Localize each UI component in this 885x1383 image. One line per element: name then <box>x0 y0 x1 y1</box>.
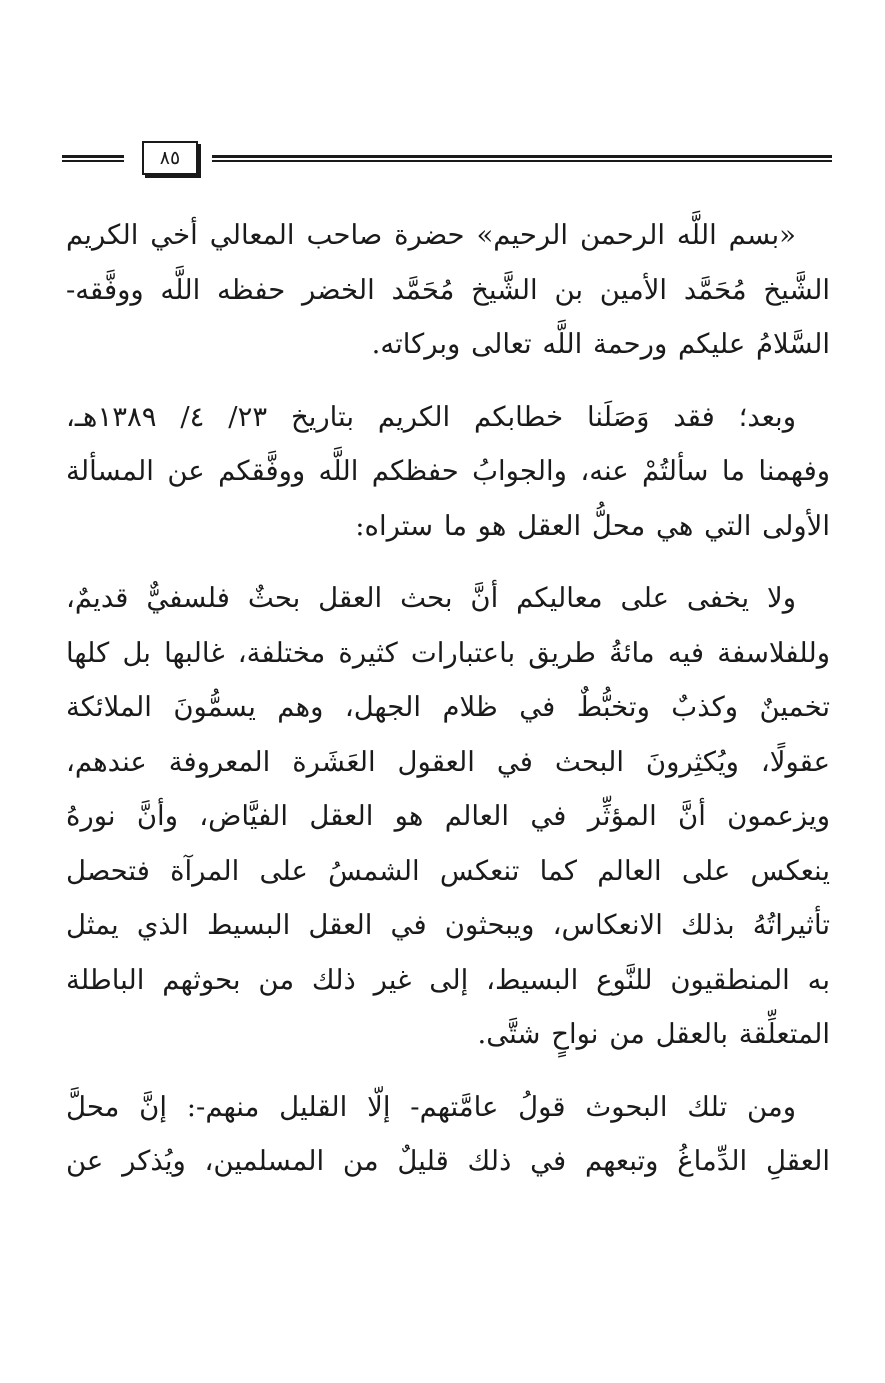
text-line: السَّلامُ عليكم ورحمة اللَّه تعالى وبركاته. <box>371 328 830 360</box>
paragraph-philosophy <box>66 571 830 1062</box>
text-line: ومن تلك البحوث قولُ عامَّتهم- إلّا القليل منهم-: إنَّ محلَّ <box>66 1090 796 1123</box>
text-line: وبعد؛ فقد وَصَلَنا خطابكم الكريم بتاريخ ٢٣/ ٤/ ١٣٨٩هـ، <box>66 400 796 433</box>
text-line: عقولًا، ويُكثِرونَ البحث في العقول العَشَرة المعروفة عندهم، <box>66 745 830 778</box>
text-line: الشَّيخ مُحَمَّد الأمين بن الشَّيخ مُحَمَّد الخضر حفظه اللَّه ووفَّقه- <box>66 273 830 306</box>
paragraph-brain <box>66 1080 830 1189</box>
header-rule-left <box>62 155 124 162</box>
text-line: به المنطقيون للنَّوع البسيط، إلى غير ذلك من بحوثهم الباطلة <box>66 963 830 996</box>
paragraph-salutation <box>66 208 830 372</box>
text-line: وفهمنا ما سألتُمْ عنه، والجوابُ حفظكم اللَّه ووفَّقكم عن المسألة <box>66 455 830 487</box>
paragraph-reply <box>66 390 830 554</box>
page-number-box <box>142 141 198 175</box>
text-line: ولا يخفى على معاليكم أنَّ بحث العقل بحثٌ فلسفيٌّ قديمٌ، <box>66 582 796 614</box>
text-line: ينعكس على العالم كما تنعكس الشمسُ على المرآة فتحصل <box>66 854 830 887</box>
text-line: العقلِ الدِّماغُ وتبعهم في ذلك قليلٌ من المسلمين، ويُذكر عن <box>66 1145 830 1177</box>
text-line: وللفلاسفة فيه مائةُ طريق باعتبارات كثيرة مختلفة، غالبها بل كلها <box>66 636 830 669</box>
text-line: «بسم اللَّه الرحمن الرحيم» حضرة صاحب المعالي أخي الكريم <box>66 219 796 251</box>
page-number: ٨٥ <box>159 146 181 169</box>
page-body <box>66 208 830 1189</box>
text-line: تخمينٌ وكذبٌ وتخبُّطٌ في ظلام الجهل، وهم يسمُّونَ الملائكة <box>66 691 830 723</box>
header-rule-right <box>212 155 832 162</box>
text-line: الأولى التي هي محلُّ العقل هو ما ستراه: <box>355 509 830 542</box>
text-line: المتعلِّقة بالعقل من نواحٍ شتَّى. <box>477 1018 830 1050</box>
text-line: تأثيراتُهُ بذلك الانعكاس، ويبحثون في العقل البسيط الذي يمثل <box>66 909 830 941</box>
page-header <box>62 141 832 177</box>
text-line: ويزعمون أنَّ المؤثِّر في العالم هو العقل الفيَّاض، وأنَّ نورهُ <box>66 800 830 832</box>
